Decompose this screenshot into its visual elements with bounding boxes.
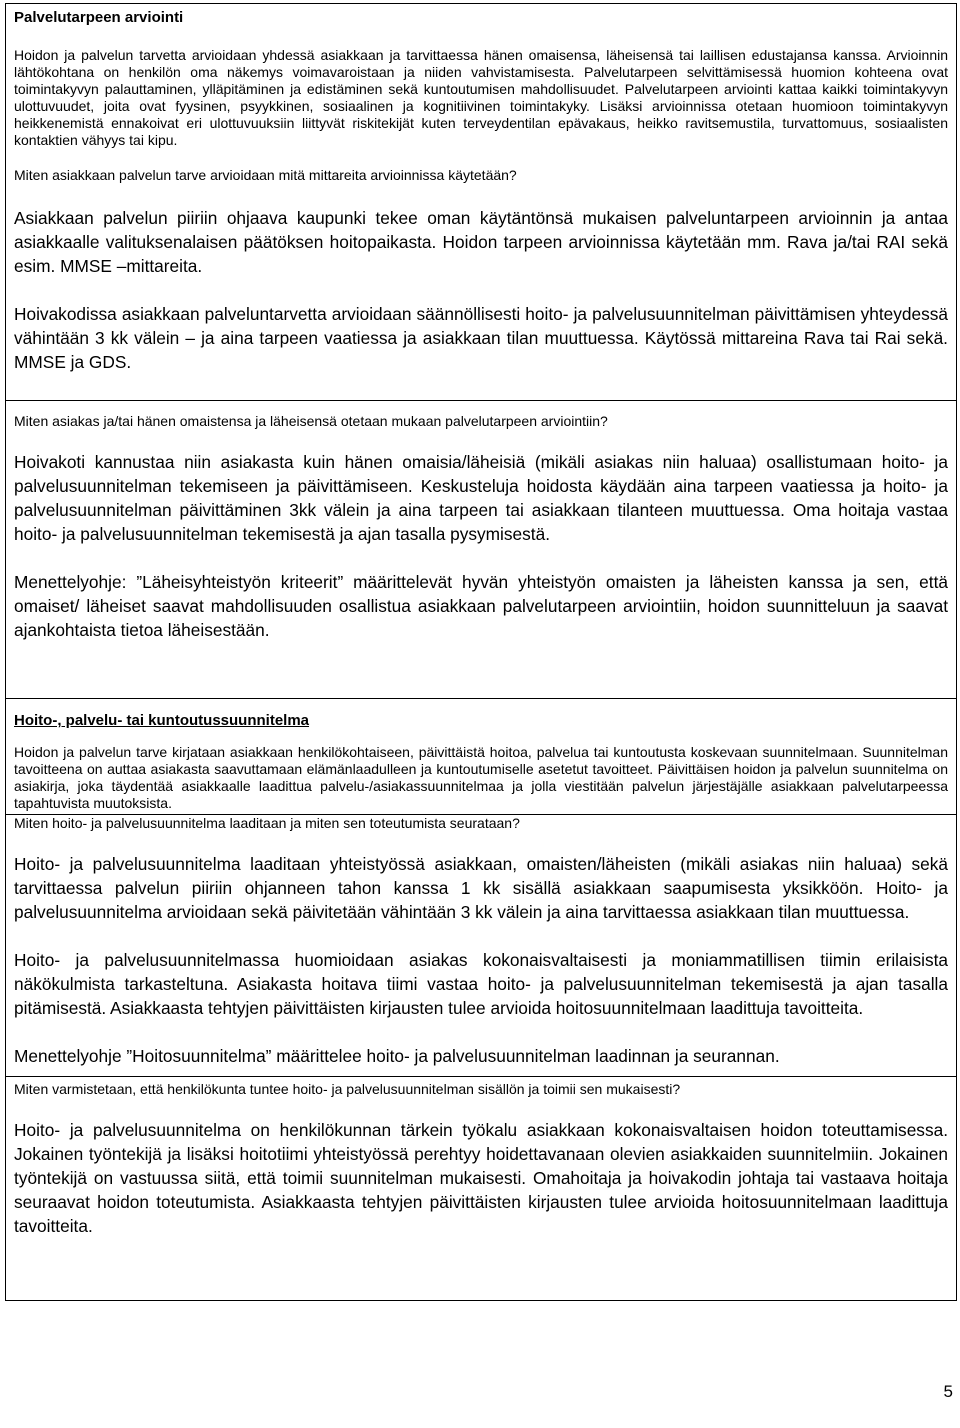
section-intro: Hoidon ja palvelun tarvetta arvioidaan yhdessä asiakkaan ja tarvittaessa hänen omaisensa, läheisensä tai laillisen edustajansa kanssa. Arvioinnin lähtökohtana on henkilön oma näkemys voimavaroistaan ja niiden vahvistamisesta. Palvelutarpeen selvittämisessä huomion kohteena ovat toimintakyvyn palauttaminen, ylläpitäminen ja edistäminen sekä kuntoutumisen mahdollisuudet. Palvelutarpeen arviointi kattaa kaikki toimintakyvyn ulottuvuudet, joita ovat fyysinen, psyykkinen, sosiaalinen ja kognitiivinen toimintakyky. Lisäksi arvioinnissa otetaan huomioon toimintakyvyn heikkenemistä ennakoivat eri ulottuvuuksiin liittyvät riskitekijät kuten terveydentilan epävakaus, heikko ravitsemustila, turvattomuus, sosiaalisten kontaktien vähyys tai kipu. bbox=[14, 47, 948, 148]
section-title: Palvelutarpeen arviointi bbox=[14, 9, 184, 26]
question: Miten asiakas ja/tai hänen omaistensa ja läheisensä otetaan mukaan palvelutarpeen arviointiin? bbox=[14, 413, 608, 429]
section-palvelutarpeen-arviointi bbox=[5, 3, 957, 699]
answer-paragraph: Asiakkaan palvelun piiriin ohjaava kaupunki tekee oman käytäntönsä mukaisen palveluntarpeen arvioinnin ja antaa asiakkaalle valituksenalaisen päätöksen hoitopaikasta. Hoidon tarpeen arvioinnissa käytetään mm. Rava ja/tai RAI sekä esim. MMSE –mittareita. bbox=[14, 208, 948, 276]
divider bbox=[6, 400, 956, 401]
answer-paragraph: Menettelyohje ”Hoitosuunnitelma” määrittelee hoito- ja palvelusuunnitelman laadinnan ja seurannan. bbox=[14, 1046, 780, 1066]
answer-paragraph: Hoivakoti kannustaa niin asiakasta kuin hänen omaisia/läheisiä (mikäli asiakas niin haluaa) osallistumaan hoito- ja palvelusuunnitelman tekemiseen ja päivittämiseen. Keskusteluja hoidosta käydään aina tarpeen vaatiessa ja hoito- ja palvelusuunnitelman päivittäminen 3kk välein ja aina tarpeen tai asiakkaan tilanteen muuttuessa. Oma hoitaja vastaa hoito- ja palvelusuunnitelman tekemisestä ja ajan tasalla pysymisestä. bbox=[14, 452, 948, 544]
section-title: Hoito-, palvelu- tai kuntoutussuunnitelma bbox=[14, 712, 310, 729]
question: Miten hoito- ja palvelusuunnitelma laaditaan ja miten sen toteutumista seurataan? bbox=[14, 815, 520, 831]
answer-paragraph: Hoivakodissa asiakkaan palveluntarvetta arvioidaan säännöllisesti hoito- ja palvelusuunnitelman päivittämisen yhteydessä vähintään 3 kk välein – ja aina tarpeen vaatiessa ja asiakkaan tilan muuttuessa. Käytössä mittareina Rava tai Rai sekä. MMSE ja GDS. bbox=[14, 304, 948, 372]
document-page bbox=[5, 3, 957, 1301]
answer-paragraph: Hoito- ja palvelusuunnitelmassa huomioidaan asiakas kokonaisvaltaisesti ja moniammatillisen tiimin erilaisista näkökulmista tarkasteltuna. Asiakasta hoitava tiimi vastaa hoito- ja palvelusuunnitelman tekemisestä ja ajan tasalla pitämisestä. Asiakkaasta tehtyjen päivittäisten kirjausten tulee arvioida hoitosuunnitelmaan laadittuja tavoitteita. bbox=[14, 950, 948, 1018]
question: Miten varmistetaan, että henkilökunta tuntee hoito- ja palvelusuunnitelman sisällön ja toimii sen mukaisesti? bbox=[14, 1081, 681, 1097]
divider bbox=[6, 1076, 956, 1077]
section-hoito-palvelusuunnitelma bbox=[5, 699, 957, 1301]
answer-paragraph: Hoito- ja palvelusuunnitelma on henkilökunnan tärkein työkalu asiakkaan kokonaisvaltaisen hoidon toteuttamisessa. Jokainen työntekijä ja lisäksi hoitotiimi yhteistyössä perehtyy hoidettavanaan olevien asiakkaiden suunnitelmiin. Jokainen työntekijä on vastuussa siitä, että toimii suunnitelman mukaisesti. Omahoitaja ja hoivakodin johtaja tai vastaava hoitaja seuraavat hoidon toteutumista. Asiakkaasta tehtyjen päivittäisten kirjausten tulee arvioida hoitosuunnitelmaan laadittuja tavoitteita. bbox=[14, 1120, 948, 1236]
answer-paragraph: Menettelyohje: ”Läheisyhteistyön kriteerit” määrittelevät hyvän yhteistyön omaisten ja läheisten kanssa ja sen, että omaiset/ läheiset saavat mahdollisuuden osallistua asiakkaan palvelutarpeen arviointiin, hoidon suunnitteluun ja saavat ajankohtaista tietoa läheisestään. bbox=[14, 572, 948, 640]
answer-paragraph: Hoito- ja palvelusuunnitelma laaditaan yhteistyössä asiakkaan, omaisten/läheisten (mikäli asiakas niin haluaa) sekä tarvittaessa palvelun piiriin ohjanneen tahon kanssa 1 kk sisällä asiakkaan saapumisesta yksikköön. Hoito- ja palvelusuunnitelma arvioidaan sekä päivitetään vähintään 3 kk välein ja aina tarvittaessa asiakkaan tilan muuttuessa. bbox=[14, 854, 948, 922]
section-intro: Hoidon ja palvelun tarve kirjataan asiakkaan henkilökohtaiseen, päivittäistä hoitoa, palvelua tai kuntoutusta koskevaan suunnitelmaan. Suunnitelman tavoitteena on auttaa asiakasta saavuttamaan elämänlaadulleen ja kuntoutumiselle asetetut tavoitteet. Päivittäisen hoidon ja palvelun suunnitelma on asiakirja, joka täydentää asiakkaalle laadittua palvelu-/asiakassuunnitelmaa ja jolla viestitään palvelun järjestäjälle asiakkaan palvelutarpeessa tapahtuvista muutoksista. bbox=[14, 744, 948, 811]
question: Miten asiakkaan palvelun tarve arvioidaan mitä mittareita arvioinnissa käytetään? bbox=[14, 167, 517, 183]
page-number: 5 bbox=[943, 1382, 953, 1401]
